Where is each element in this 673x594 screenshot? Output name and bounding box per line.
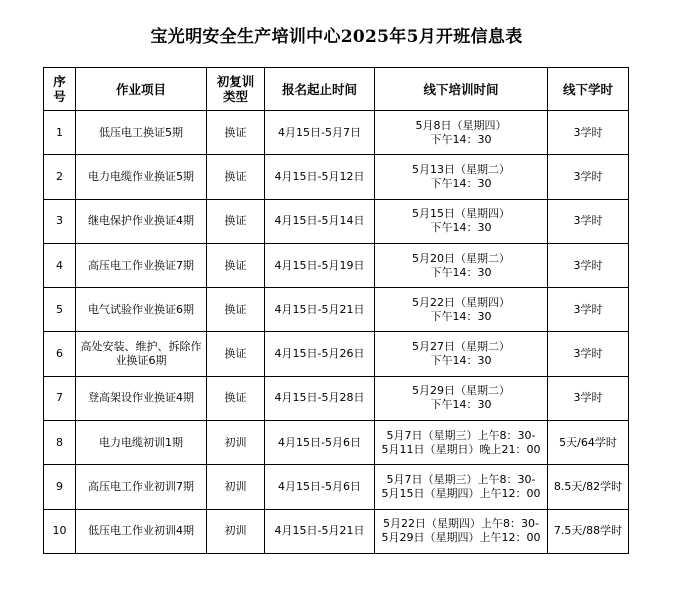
training-line-2: 下午14：30	[430, 265, 492, 279]
training-line-2: 下午14：30	[430, 176, 492, 190]
cell-signup: 4月15日-5月14日	[265, 199, 375, 243]
cell-project: 电力电缆作业换证5期	[76, 155, 207, 199]
cell-type: 换证	[207, 199, 265, 243]
table-row	[44, 111, 629, 155]
table-body	[44, 111, 629, 554]
cell-training	[375, 155, 548, 199]
training-line-1: 5月22日（星期四）上午8：30-	[383, 517, 539, 531]
cell-training	[375, 111, 548, 155]
training-line-2: 下午14：30	[430, 354, 492, 368]
cell-project: 继电保护作业换证4期	[76, 199, 207, 243]
cell-signup: 4月15日-5月21日	[265, 509, 375, 553]
cell-hours: 3学时	[548, 332, 629, 376]
cell-training	[375, 376, 548, 420]
cell-hours: 3学时	[548, 199, 629, 243]
cell-signup: 4月15日-5月28日	[265, 376, 375, 420]
cell-seq: 4	[44, 243, 76, 287]
training-line-1: 5月15日（星期四）	[412, 207, 510, 221]
cell-type: 换证	[207, 376, 265, 420]
training-line-1: 5月29日（星期二）	[412, 384, 510, 398]
cell-signup: 4月15日-5月12日	[265, 155, 375, 199]
training-line-2: 下午14：30	[430, 132, 492, 146]
training-line-2: 下午14：30	[430, 309, 492, 323]
training-line-2: 下午14：30	[430, 221, 492, 235]
header-signup: 报名起止时间	[265, 68, 375, 111]
training-line-1: 5月13日（星期二）	[412, 162, 510, 176]
cell-training	[375, 243, 548, 287]
cell-signup: 4月15日-5月6日	[265, 421, 375, 465]
cell-seq: 1	[44, 111, 76, 155]
cell-hours: 3学时	[548, 243, 629, 287]
cell-hours: 5天/64学时	[548, 421, 629, 465]
cell-seq: 9	[44, 465, 76, 509]
cell-hours: 7.5天/88学时	[548, 509, 629, 553]
header-row	[44, 68, 629, 111]
table-row	[44, 465, 629, 509]
cell-project: 高处安装、维护、拆除作业换证6期	[76, 332, 207, 376]
training-line-2: 5月11日（星期日）晚上21：00	[381, 442, 541, 456]
cell-seq: 5	[44, 288, 76, 332]
table-row	[44, 376, 629, 420]
training-line-2: 5月15日（星期四）上午12：00	[381, 487, 541, 501]
cell-type: 初训	[207, 509, 265, 553]
cell-project: 低压电工作业初训4期	[76, 509, 207, 553]
training-line-2: 5月29日（星期四）上午12：00	[381, 531, 541, 545]
cell-seq: 6	[44, 332, 76, 376]
cell-project: 高压电工作业换证7期	[76, 243, 207, 287]
cell-project: 电气试验作业换证6期	[76, 288, 207, 332]
cell-signup: 4月15日-5月21日	[265, 288, 375, 332]
cell-type: 换证	[207, 243, 265, 287]
table-row	[44, 332, 629, 376]
table-row	[44, 155, 629, 199]
cell-hours: 8.5天/82学时	[548, 465, 629, 509]
cell-training	[375, 421, 548, 465]
training-line-1: 5月8日（星期四）	[415, 118, 507, 132]
cell-project: 低压电工换证5期	[76, 111, 207, 155]
cell-seq: 3	[44, 199, 76, 243]
header-hours: 线下学时	[548, 68, 629, 111]
training-line-1: 5月20日（星期二）	[412, 251, 510, 265]
table-row	[44, 421, 629, 465]
cell-seq: 10	[44, 509, 76, 553]
cell-type: 初训	[207, 421, 265, 465]
cell-seq: 7	[44, 376, 76, 420]
cell-training	[375, 465, 548, 509]
training-line-1: 5月7日（星期三）上午8：30-	[386, 473, 536, 487]
cell-signup: 4月15日-5月26日	[265, 332, 375, 376]
cell-type: 换证	[207, 155, 265, 199]
cell-hours: 3学时	[548, 288, 629, 332]
cell-training	[375, 332, 548, 376]
training-line-1: 5月27日（星期二）	[412, 340, 510, 354]
cell-training	[375, 199, 548, 243]
cell-seq: 2	[44, 155, 76, 199]
cell-hours: 3学时	[548, 111, 629, 155]
cell-signup: 4月15日-5月7日	[265, 111, 375, 155]
table-row	[44, 199, 629, 243]
cell-type: 换证	[207, 288, 265, 332]
training-line-2: 下午14：30	[430, 398, 492, 412]
header-project: 作业项目	[76, 68, 207, 111]
cell-training	[375, 509, 548, 553]
cell-type: 换证	[207, 332, 265, 376]
table-row	[44, 243, 629, 287]
cell-signup: 4月15日-5月19日	[265, 243, 375, 287]
training-line-1: 5月7日（星期三）上午8：30-	[386, 428, 536, 442]
cell-type: 换证	[207, 111, 265, 155]
cell-project: 登高架设作业换证4期	[76, 376, 207, 420]
header-type: 初复训类型	[207, 68, 265, 111]
cell-project: 高压电工作业初训7期	[76, 465, 207, 509]
cell-project: 电力电缆初训1期	[76, 421, 207, 465]
header-seq: 序号	[44, 68, 76, 111]
cell-training	[375, 288, 548, 332]
table-row	[44, 509, 629, 553]
table-row	[44, 288, 629, 332]
cell-hours: 3学时	[548, 155, 629, 199]
header-training: 线下培训时间	[375, 68, 548, 111]
cell-type: 初训	[207, 465, 265, 509]
training-line-1: 5月22日（星期四）	[412, 295, 510, 309]
cell-seq: 8	[44, 421, 76, 465]
page-title: 宝光明安全生产培训中心2025年5月开班信息表	[150, 27, 523, 47]
cell-signup: 4月15日-5月6日	[265, 465, 375, 509]
cell-hours: 3学时	[548, 376, 629, 420]
schedule-table	[43, 67, 629, 554]
